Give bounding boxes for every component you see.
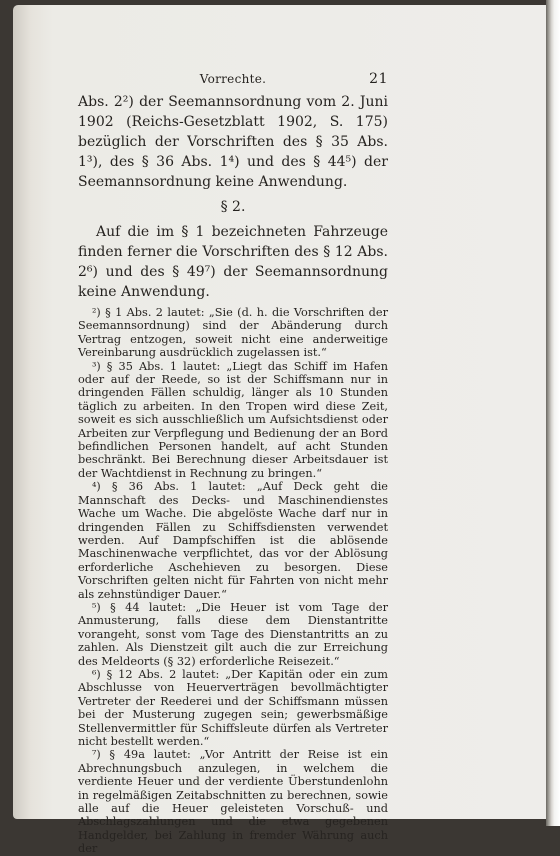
running-title: Vorrechte. bbox=[199, 72, 267, 86]
footnote-mark: ⁷) bbox=[92, 748, 101, 762]
footnote-4 bbox=[78, 480, 388, 601]
footnote-text: § 36 Abs. 1 lautet: „Auf Deck geht die Mannschaft des Decks- und Maschinendienstes Wache um Wache. Die abgelöste Wache darf nur in dringenden Fällen zu Schiffsdiensten verwendet werden. Auf Dampfschiffen ist die ablösende Maschinenwache verpflichtet, das vor der Ablösung erforderliche Aschehieven zu besorgen. Diese Vorschriften gelten nicht für Fahrten von nicht mehr als zehnstündiger Dauer.“ bbox=[78, 480, 388, 601]
footnote-text: § 12 Abs. 2 lautet: „Der Kapitän oder ein zum Abschlusse von Heuerverträgen bevollmächtigter Vertreter der Reederei und der Schiffsmann müssen bei der Musterung zugegen sein; gewerbsmäßige Stellenvermittler für Schiffsleute dürfen als Vertreter nicht bestellt werden.“ bbox=[78, 667, 388, 748]
footnote-mark: ²) bbox=[92, 306, 101, 319]
page-content bbox=[78, 70, 388, 856]
main-text bbox=[78, 92, 388, 302]
footnote-6 bbox=[78, 668, 388, 748]
footnote-text: § 1 Abs. 2 lautet: „Sie (d. h. die Vorschriften der Seemannsordnung) sind der Abänderung durch Vertrag entzogen, soweit nicht eine anderweitige Vereinbarung ausdrücklich zugelassen ist.“ bbox=[78, 306, 388, 360]
footnote-text: § 49a lautet: „Vor Antritt der Reise ist ein Abrechnungsbuch anzulegen, in welchem die verdiente Heuer und der verdiente Überstundenlohn in regelmäßigen Zeitabschnitten zu berechnen, sowie alle auf die Heuer geleisteten Vorschuß- und Abschlagszahlungen und die etwa gegebenen Handgelder, bei Zahlung in fremder Währung auch der bbox=[78, 748, 388, 856]
footnote-5 bbox=[78, 601, 388, 668]
running-header bbox=[78, 70, 388, 92]
footnote-3 bbox=[78, 360, 388, 481]
footnotes bbox=[78, 306, 388, 856]
book-gutter bbox=[546, 0, 560, 826]
footnote-7 bbox=[78, 748, 388, 855]
footnote-mark: ⁵) bbox=[92, 600, 101, 614]
footnote-2 bbox=[78, 306, 388, 360]
footnote-text: § 44 lautet: „Die Heuer ist vom Tage der Anmusterung, falls diese dem Dienstantritte vorangeht, sonst vom Tage des Dienstantritts an zu zahlen. Als Dienstzeit gilt auch die zur Erreichung des Meldeorts (§ 32) erforderliche Reisezeit.“ bbox=[78, 600, 388, 668]
footnote-text: § 35 Abs. 1 lautet: „Liegt das Schiff im Hafen oder auf der Reede, so ist der Schiffsmann nur in dringenden Fällen schuldig, länger als 10 Stunden täglich zu arbeiten. In den Tropen wird diese Zeit, soweit es sich ausschließlich um Aufsichtsdienst oder Arbeiten zur Verpflegung und Bedienung der an Bord befindlichen Personen handelt, auf acht Stunden beschränkt. Bei Berechnung dieser Arbeitsdauer ist der Wachtdienst in Rechnung zu bringen.“ bbox=[78, 359, 388, 480]
footnote-mark: ⁶) bbox=[92, 667, 101, 681]
page-number: 21 bbox=[369, 71, 388, 87]
section-heading: § 2. bbox=[220, 199, 246, 215]
footnote-mark: ⁴) bbox=[92, 480, 101, 494]
body-paragraph-2: Auf die im § 1 bezeichneten Fahrzeuge finden ferner die Vorschriften des § 12 Abs. 2⁶) und des § 49⁷) der Seemannsordnung keine Anwendung. bbox=[78, 224, 388, 300]
body-paragraph-1: Abs. 2²) der Seemannsordnung vom 2. Juni 1902 (Reichs-Gesetzblatt 1902, S. 175) bezüglich der Vorschriften des § 35 Abs. 1³), des § 36 Abs. 1⁴) und des § 44⁵) der Seemannsordnung keine Anwendung. bbox=[78, 94, 388, 190]
footnote-mark: ³) bbox=[92, 359, 101, 373]
